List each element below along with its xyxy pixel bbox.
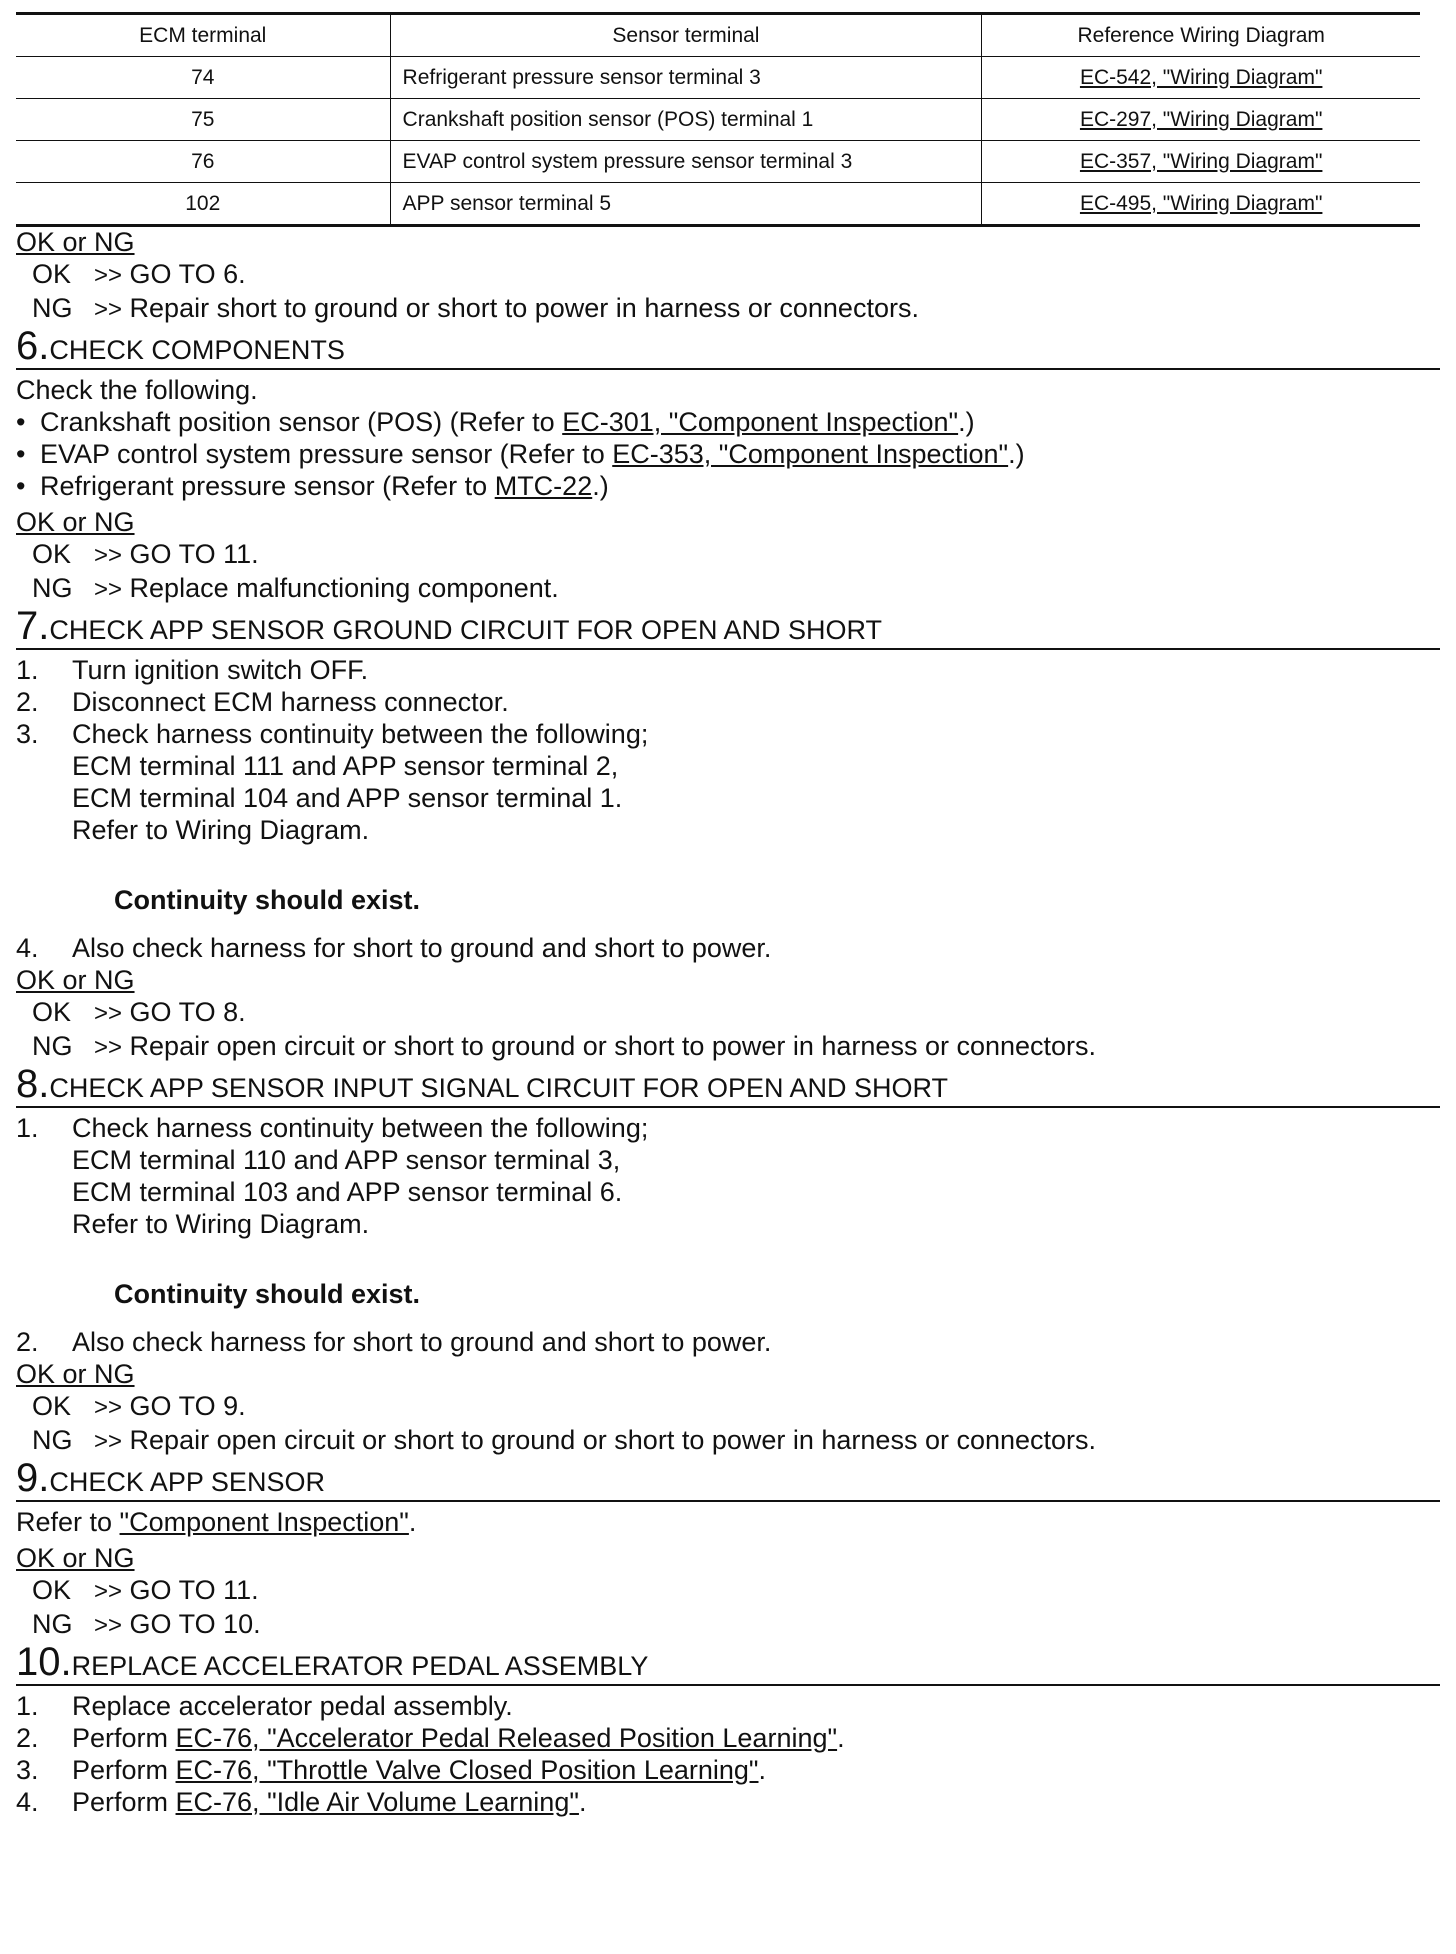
ok-or-ng-heading: OK or NG [16,1359,135,1389]
sub-line: ECM terminal 111 and APP sensor terminal 2, [72,751,619,781]
column-header: Sensor terminal [390,14,982,57]
ok-result: OK >> GO TO 8. [32,997,246,1027]
sub-line: Refer to Wiring Diagram. [72,815,370,845]
ok-or-ng-heading: OK or NG [16,965,135,995]
wiring-diagram-link[interactable]: EC-542, "Wiring Diagram" [1079,65,1323,89]
sub-line: ECM terminal 104 and APP sensor terminal 1. [72,783,623,813]
ng-result: NG >> Repair short to ground or short to power in harness or connectors. [32,293,919,323]
table-row [16,99,1420,141]
ok-result: OK >> GO TO 11. [32,539,259,569]
step-9-text: Refer to "Component Inspection". [16,1507,417,1537]
procedure-content [16,226,1440,1818]
list-item: 4. Perform EC-76, "Idle Air Volume Learning". [16,1787,587,1817]
sensor-terminal-cell: Crankshaft position sensor (POS) terminal 1 [390,99,982,141]
list-item: 2. Perform EC-76, "Accelerator Pedal Released Position Learning". [16,1723,845,1753]
list-item: 1. Check harness continuity between the following; [16,1113,649,1143]
ok-or-ng-heading: OK or NG [16,507,135,537]
ok-result: OK >> GO TO 11. [32,1575,259,1605]
sensor-terminal-cell: APP sensor terminal 5 [390,183,982,226]
ok-or-ng-heading: OK or NG [16,1543,135,1573]
ok-result: OK >> GO TO 9. [32,1391,246,1421]
ecm-terminal-cell: 75 [16,99,390,141]
ng-result: NG >> Repair open circuit or short to ground or short to power in harness or connectors. [32,1425,1097,1455]
wiring-diagram-link[interactable]: EC-297, "Wiring Diagram" [1079,107,1323,131]
ng-result: NG >> Replace malfunctioning component. [32,573,559,603]
list-item: • Refrigerant pressure sensor (Refer to MTC-22.) [16,471,609,501]
table-header-row [16,14,1420,57]
list-item: 2. Disconnect ECM harness connector. [16,687,509,717]
table-row [16,141,1420,183]
column-header: Reference Wiring Diagram [982,14,1420,57]
learning-procedure-link[interactable]: EC-76, "Idle Air Volume Learning" [175,1787,579,1817]
list-item: 4. Also check harness for short to ground and short to power. [16,933,772,963]
component-inspection-link[interactable]: EC-301, "Component Inspection" [562,407,959,437]
list-item: 3. Perform EC-76, "Throttle Valve Closed Position Learning". [16,1755,767,1785]
table-row [16,57,1420,99]
step-6-heading: 6.CHECK COMPONENTS [16,327,1440,370]
list-item: 2. Also check harness for short to ground and short to power. [16,1327,772,1357]
sub-line: ECM terminal 110 and APP sensor terminal 3, [72,1145,621,1175]
list-item: 1. Replace accelerator pedal assembly. [16,1691,513,1721]
list-item: • EVAP control system pressure sensor (Refer to EC-353, "Component Inspection".) [16,439,1025,469]
sub-line: ECM terminal 103 and APP sensor terminal 6. [72,1177,623,1207]
terminal-reference-table [16,12,1420,227]
column-header: ECM terminal [16,14,390,57]
list-item: 3. Check harness continuity between the following; [16,719,649,749]
mtc-reference-link[interactable]: MTC-22 [494,471,593,501]
step-9-heading: 9.CHECK APP SENSOR [16,1459,1440,1502]
component-inspection-link[interactable]: EC-353, "Component Inspection" [612,439,1009,469]
continuity-spec: Continuity should exist. [114,1279,421,1309]
list-item: • Crankshaft position sensor (POS) (Refer to EC-301, "Component Inspection".) [16,407,975,437]
sub-line: Refer to Wiring Diagram. [72,1209,370,1239]
list-item: 1. Turn ignition switch OFF. [16,655,369,685]
step-7-heading: 7.CHECK APP SENSOR GROUND CIRCUIT FOR OPEN AND SHORT [16,607,1440,650]
ok-result: OK >> GO TO 6. [32,259,246,289]
ecm-terminal-cell: 76 [16,141,390,183]
wiring-diagram-link[interactable]: EC-495, "Wiring Diagram" [1079,191,1323,215]
ok-or-ng-heading: OK or NG [16,227,135,257]
ng-result: NG >> Repair open circuit or short to ground or short to power in harness or connectors. [32,1031,1097,1061]
sensor-terminal-cell: EVAP control system pressure sensor terminal 3 [390,141,982,183]
step-8-heading: 8.CHECK APP SENSOR INPUT SIGNAL CIRCUIT FOR OPEN AND SHORT [16,1065,1440,1108]
sensor-terminal-cell: Refrigerant pressure sensor terminal 3 [390,57,982,99]
learning-procedure-link[interactable]: EC-76, "Accelerator Pedal Released Position Learning" [175,1723,838,1753]
table-row [16,183,1420,226]
ng-result: NG >> GO TO 10. [32,1609,261,1639]
ecm-terminal-cell: 102 [16,183,390,226]
step-6-intro: Check the following. [16,375,258,405]
learning-procedure-link[interactable]: EC-76, "Throttle Valve Closed Position Learning" [175,1755,759,1785]
component-inspection-link[interactable]: "Component Inspection" [119,1507,409,1537]
continuity-spec: Continuity should exist. [114,885,421,915]
step-10-heading: 10.REPLACE ACCELERATOR PEDAL ASSEMBLY [16,1643,1440,1686]
wiring-diagram-link[interactable]: EC-357, "Wiring Diagram" [1079,149,1323,173]
ecm-terminal-cell: 74 [16,57,390,99]
